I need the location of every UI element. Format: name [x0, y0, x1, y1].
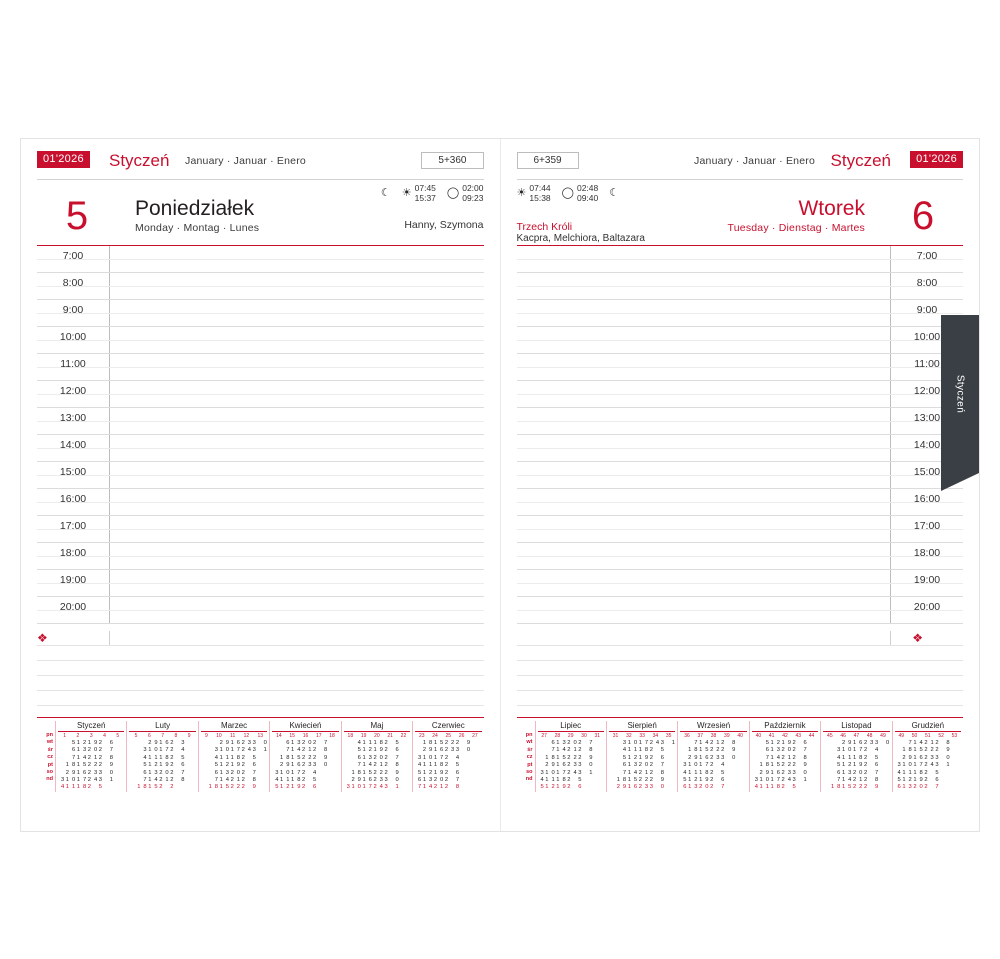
mini-week-row: 3 1 0 1 7 2 4 3 1: [754, 777, 807, 784]
note-line[interactable]: [517, 631, 964, 646]
hour-row: [37, 300, 484, 327]
mini-week-row: 1 8 1 5 2 2 2 9: [688, 747, 736, 754]
mini-week-row: 1 8 1 5 2 2 2 9: [545, 754, 593, 761]
hour-label: 15:00: [59, 466, 87, 478]
mini-week-row-sunday: 4 1 1 1 8 2 5: [60, 784, 102, 791]
hour-label: 7:00: [62, 250, 84, 262]
mini-week-row: 7 1 4 2 1 2 8: [143, 777, 185, 784]
mini-month[interactable]: [892, 721, 963, 792]
astro-item: [609, 188, 619, 199]
hour-row: [517, 462, 964, 489]
hour-row: [37, 381, 484, 408]
hour-row: [517, 354, 964, 381]
moonset-time: 09:40: [576, 193, 599, 203]
mini-week-row: 2 9 1 6 2 3 3 0: [351, 777, 399, 784]
mini-week-row: 3 1 0 1 7 2 4: [418, 754, 460, 761]
moonrise-time: 02:48: [576, 183, 599, 193]
week-numbers: 49 50 51 52 53: [898, 733, 958, 739]
mini-week-row: 5 1 2 1 9 2 6: [418, 769, 460, 776]
month-thumb-tab[interactable]: [941, 315, 979, 473]
mini-week-row: 4 1 1 1 8 2 5: [897, 769, 939, 776]
mini-week-row: 6 1 3 2 0 2 7: [214, 769, 256, 776]
hour-row: [37, 489, 484, 516]
hour-row: [517, 408, 964, 435]
sunset-time: 15:37: [414, 193, 436, 203]
moonset-icon: ☾: [380, 186, 391, 199]
month-translations: January · Januar · Enero: [185, 155, 306, 167]
pin-icon: ❖: [912, 631, 923, 645]
astro-item: [402, 183, 436, 203]
hour-row: [37, 435, 484, 462]
sun-icon: ☀: [516, 186, 527, 199]
mini-week-row: 1 8 1 5 2 2 2 9: [902, 747, 950, 754]
notes-area-left[interactable]: [37, 631, 484, 703]
moon-icon: ◯: [446, 186, 460, 199]
mini-month-title: Styczeń: [58, 721, 124, 732]
mini-week-row: 5 1 2 1 9 2 6: [897, 777, 939, 784]
hour-label: 20:00: [913, 601, 941, 613]
mini-month-title: Sierpień: [609, 721, 675, 732]
hour-row: [517, 489, 964, 516]
mini-month[interactable]: [535, 721, 606, 792]
note-line[interactable]: [37, 661, 484, 676]
hour-label: 19:00: [913, 574, 941, 586]
week-numbers: 27 28 29 30 31: [541, 733, 601, 739]
mini-week-row-sunday: 1 8 1 5 2 2 2 9: [830, 784, 879, 791]
week-numbers: 23 24 25 26 27: [418, 733, 478, 739]
week-numbers: 36 37 38 39 40: [684, 733, 743, 739]
mini-month[interactable]: [820, 721, 891, 792]
mini-week-row: 6 1 3 2 0 2 7: [622, 762, 664, 769]
hour-label: 7:00: [916, 250, 938, 262]
hour-row: [517, 435, 964, 462]
week-numbers: 9 10 11 12 13: [205, 733, 264, 739]
weekday-initials: pn wt śr cz pt so nd: [525, 732, 533, 783]
mini-week-row: 5 1 2 1 9 2 6: [143, 762, 185, 769]
mini-week-row: 2 9 1 6 2 3: [148, 740, 185, 746]
week-numbers: 31 32 33 34 35: [612, 733, 672, 739]
month-badge: 01'2026: [37, 151, 90, 168]
mini-week-row: 7 1 4 2 1 2 8: [214, 777, 256, 784]
hour-label: 11:00: [60, 358, 86, 370]
mini-week-row-sunday: 1 8 1 5 2 2 2 9: [208, 784, 256, 791]
name-day-right: Kacpra, Melchiora, Baltazara: [516, 233, 645, 244]
mini-week-row-sunday: 6 1 3 2 0 2 7: [683, 784, 725, 791]
hour-label: 10:00: [59, 331, 87, 343]
mini-month-title: Luty: [129, 721, 195, 732]
mini-week-row: 6 1 3 2 0 2 7: [143, 769, 185, 776]
mini-week-row: 2 9 1 6 2 3 3 0: [219, 740, 267, 746]
week-numbers: 14 15 16 17 18: [276, 733, 335, 739]
hour-label: 8:00: [916, 277, 938, 289]
mini-week-row: 6 1 3 2 0 2 7: [418, 777, 460, 784]
mini-week-row: 6 1 3 2 0 2 7: [837, 769, 879, 776]
hour-row: [517, 273, 964, 300]
hour-label: 16:00: [913, 493, 941, 505]
notes-area-right[interactable]: [517, 631, 964, 703]
mini-week-row: 5 1 2 1 9 2 6: [71, 740, 113, 746]
mini-week-row: 1 8 1 5 2 2 2 9: [65, 762, 113, 769]
hour-row: [37, 543, 484, 570]
day-number: 6: [911, 194, 935, 238]
hour-label: 13:00: [913, 412, 941, 424]
mini-month-title: Marzec: [201, 721, 267, 732]
note-line[interactable]: [517, 661, 964, 676]
right-page: [501, 139, 980, 831]
mini-week-row: 7 1 4 2 1 2 8: [551, 747, 593, 754]
mini-month-title: Wrzesień: [680, 721, 746, 732]
mini-week-row: 4 1 1 1 8 2 5: [275, 777, 317, 784]
note-line[interactable]: [37, 646, 484, 661]
mini-week-row: 5 1 2 1 9 2 6: [765, 740, 807, 746]
mini-week-row: 1 8 1 5 2 2 2 9: [759, 762, 807, 769]
mini-month[interactable]: [677, 721, 748, 792]
note-line[interactable]: [37, 631, 484, 646]
hour-row: [517, 597, 964, 624]
mini-week-row: 3 1 0 1 7 2 4 3 1: [897, 762, 950, 769]
moonrise-time: 02:00: [462, 183, 484, 193]
mini-week-row: 3 1 0 1 7 2 4: [837, 747, 879, 754]
hour-label: 17:00: [913, 520, 941, 532]
hour-label: 18:00: [59, 547, 87, 559]
month-badge: 01'2026: [910, 151, 963, 168]
mini-week-row: 5 1 2 1 9 2 6: [837, 762, 879, 769]
pin-icon: ❖: [37, 631, 48, 645]
hour-label: 10:00: [913, 331, 941, 343]
mini-month[interactable]: [126, 721, 197, 792]
holiday-block: [517, 219, 645, 244]
sun-icon: ☀: [401, 186, 412, 199]
mini-week-row: 6 1 3 2 0 2 7: [765, 747, 807, 754]
mini-week-row: 4 1 1 1 8 2 5: [357, 740, 399, 746]
hour-label: 8:00: [62, 277, 84, 289]
mini-month[interactable]: [341, 721, 412, 792]
hour-grid-left: [37, 245, 484, 624]
mini-week-row-sunday: 7 1 4 2 1 2 8: [418, 784, 460, 791]
mini-week-row: 4 1 1 1 8 2 5: [540, 777, 582, 784]
hour-label: 18:00: [913, 547, 941, 559]
note-line[interactable]: [517, 676, 964, 691]
hour-label: 20:00: [59, 601, 87, 613]
mini-week-row: 2 9 1 6 2 3 3 0: [280, 762, 328, 769]
hour-label: 15:00: [913, 466, 941, 478]
name-day-left: Hanny, Szymona: [404, 219, 484, 231]
day-number: 5: [65, 194, 89, 238]
mini-week-row-sunday: 5 1 2 1 9 2 6: [540, 784, 582, 791]
mini-week-row: 4 1 1 1 8 2 5: [143, 754, 185, 761]
hour-row: [517, 246, 964, 273]
hour-row: [37, 408, 484, 435]
mini-month-title: Lipiec: [538, 721, 604, 732]
week-numbers: 18 19 20 21 22: [347, 733, 407, 739]
note-line[interactable]: [37, 676, 484, 691]
moonset-icon: ☾: [609, 186, 620, 199]
mini-month-title: Grudzień: [895, 721, 961, 732]
mini-week-row: 7 1 4 2 1 2 8: [837, 777, 879, 784]
mini-month[interactable]: [198, 721, 269, 792]
mini-week-row: 7 1 4 2 1 2 8: [622, 769, 664, 776]
hour-label: 14:00: [913, 439, 941, 451]
hour-row: [37, 516, 484, 543]
month-name: Styczeń: [109, 151, 170, 170]
mini-month-title: Kwiecień: [272, 721, 338, 732]
hour-row: [37, 597, 484, 624]
astro-info-right: [517, 183, 620, 203]
note-line[interactable]: [517, 646, 964, 661]
day-translations: Tuesday · Dienstag · Martes: [727, 222, 865, 234]
mini-month[interactable]: [749, 721, 820, 792]
day-name: Poniedziałek: [135, 197, 255, 220]
left-day-title: [37, 194, 260, 238]
hour-row: [37, 354, 484, 381]
sunrise-time: 07:45: [414, 183, 436, 193]
mini-week-row: 2 9 1 6 2 3 3 0: [902, 754, 950, 761]
mini-week-row: 2 9 1 6 2 3 3 0: [841, 740, 890, 746]
mini-week-row: 3 1 0 1 7 2 4: [275, 769, 317, 776]
moonset-time: 09:23: [462, 193, 484, 203]
mini-week-row: 1 8 1 5 2 2 2 9: [351, 769, 399, 776]
mini-month[interactable]: [269, 721, 340, 792]
month-translations: January · Januar · Enero: [694, 155, 815, 167]
mini-week-row: 3 1 0 1 7 2 4 3 1: [214, 747, 267, 754]
mini-week-row: 6 1 3 2 0 2 7: [286, 740, 328, 746]
hour-grid-right: [517, 245, 964, 624]
calendar-spread: [20, 138, 980, 832]
mini-month-title: Maj: [344, 721, 410, 732]
mini-month-title: Czerwiec: [415, 721, 481, 732]
astro-item: [447, 183, 484, 203]
note-line[interactable]: [517, 691, 964, 706]
hour-label: 9:00: [62, 304, 84, 316]
hour-row: [37, 327, 484, 354]
hour-label: 9:00: [916, 304, 938, 316]
mini-week-row: 7 1 4 2 1 2 8: [694, 740, 736, 746]
hour-label: 12:00: [913, 385, 941, 397]
mini-week-row: 3 1 0 1 7 2 4: [683, 762, 725, 769]
mini-week-row: 5 1 2 1 9 2 6: [214, 762, 256, 769]
hour-row: [517, 516, 964, 543]
mini-week-row: 6 1 3 2 0 2 7: [357, 754, 399, 761]
mini-week-row-sunday: 2 9 1 6 2 3 3 0: [616, 784, 664, 791]
weekday-initials: pn wt śr cz pt so nd: [46, 732, 53, 783]
week-numbers: 45 46 47 48 49: [827, 733, 886, 739]
mini-week-row: 1 8 1 5 2 2 2 9: [280, 754, 328, 761]
hour-row: [517, 300, 964, 327]
holiday-name: Trzech Króli: [516, 221, 573, 233]
hour-label: 13:00: [59, 412, 87, 424]
mini-week-row: 4 1 1 1 8 2 5: [622, 747, 664, 754]
month-name: Styczeń: [830, 151, 891, 170]
mini-week-row: 4 1 1 1 8 2 5: [837, 754, 879, 761]
astro-item: [562, 183, 599, 203]
mini-week-row: 7 1 4 2 1 2 8: [908, 740, 950, 746]
mini-week-row: 2 9 1 6 2 3 3 0: [422, 747, 471, 754]
notes-divider: [890, 631, 891, 645]
year-calendar-right: [517, 717, 964, 792]
mini-week-row: 6 1 3 2 0 2 7: [71, 747, 113, 754]
mini-week-row: 3 1 0 1 7 2 4 3 1: [540, 769, 593, 776]
mini-week-row: 7 1 4 2 1 2 8: [357, 762, 399, 769]
mini-month[interactable]: [55, 721, 126, 792]
hour-label: 11:00: [914, 358, 940, 370]
mini-week-row: 7 1 4 2 1 2 8: [71, 754, 113, 761]
hour-row: [37, 273, 484, 300]
mini-week-row-sunday: 3 1 0 1 7 2 4 3 1: [346, 784, 399, 791]
mini-week-row: 2 9 1 6 2 3 3 0: [759, 769, 807, 776]
day-count-badge: 6+359: [517, 152, 579, 169]
hour-row: [37, 246, 484, 273]
day-translations: Monday · Montag · Lunes: [135, 222, 260, 234]
mini-week-row: 1 8 1 5 2 2 2 9: [422, 740, 471, 746]
mini-week-row-sunday: 4 1 1 1 8 2 5: [754, 784, 796, 791]
astro-info-left: [381, 183, 484, 203]
hour-row: [517, 570, 964, 597]
sunrise-time: 07:44: [529, 183, 551, 193]
mini-week-row: 5 1 2 1 9 2 6: [622, 754, 664, 761]
week-numbers: 1 2 3 4 5: [63, 733, 120, 739]
hour-row: [517, 327, 964, 354]
astro-item: [517, 183, 551, 203]
hour-label: 16:00: [59, 493, 87, 505]
notes-divider: [109, 631, 110, 645]
mini-week-row: 4 1 1 1 8 2 5: [214, 754, 256, 761]
hour-label: 12:00: [59, 385, 87, 397]
mini-week-row: 2 9 1 6 2 3 3 0: [65, 769, 113, 776]
mini-week-row: 2 9 1 6 2 3 3 0: [688, 754, 736, 761]
left-page-header: [37, 151, 484, 180]
week-numbers: 5 6 7 8 9: [134, 733, 191, 739]
year-calendar-left: [37, 717, 484, 792]
mini-week-row: 4 1 1 1 8 2 5: [418, 762, 460, 769]
mini-month[interactable]: [606, 721, 677, 792]
mini-week-row: 1 8 1 5 2 2 2 9: [616, 777, 664, 784]
astro-item: [381, 188, 391, 199]
mini-week-row: 4 1 1 1 8 2 5: [683, 769, 725, 776]
mini-week-row: 3 1 0 1 7 2 4 3 1: [60, 777, 113, 784]
mini-week-row: 5 1 2 1 9 2 6: [683, 777, 725, 784]
moon-icon: ◯: [561, 186, 574, 199]
mini-week-row-sunday: 5 1 2 1 9 2 6: [275, 784, 317, 791]
right-day-title: [727, 194, 963, 238]
hour-row: [517, 381, 964, 408]
thumb-tab-label: Styczeń: [954, 374, 966, 414]
right-page-header: [517, 151, 964, 180]
mini-week-row-sunday: 6 1 3 2 0 2 7: [897, 784, 939, 791]
note-line[interactable]: [37, 691, 484, 706]
mini-month[interactable]: [412, 721, 483, 792]
left-page: [21, 139, 501, 831]
hour-row: [37, 570, 484, 597]
week-numbers: 40 41 42 43 44: [755, 733, 815, 739]
mini-week-row: 6 1 3 2 0 2 7: [551, 740, 593, 746]
hour-row: [37, 462, 484, 489]
hour-label: 14:00: [59, 439, 87, 451]
mini-week-row: 3 1 0 1 7 2 4: [143, 747, 185, 754]
mini-month-title: Październik: [752, 721, 818, 732]
mini-week-row: 2 9 1 6 2 3 3 0: [545, 762, 593, 769]
hour-label: 17:00: [59, 520, 87, 532]
mini-week-row: 7 1 4 2 1 2 8: [765, 754, 807, 761]
day-count-badge: 5+360: [421, 152, 483, 169]
sunset-time: 15:38: [529, 193, 551, 203]
mini-week-row: 5 1 2 1 9 2 6: [357, 747, 399, 754]
mini-week-row: 3 1 0 1 7 2 4 3 1: [622, 740, 675, 746]
hour-label: 19:00: [59, 574, 87, 586]
hour-row: [517, 543, 964, 570]
day-name: Wtorek: [798, 197, 865, 220]
mini-week-row: 7 1 4 2 1 2 8: [286, 747, 328, 754]
mini-month-title: Listopad: [823, 721, 889, 732]
mini-week-row-sunday: 1 8 1 5 2 2: [137, 784, 174, 791]
